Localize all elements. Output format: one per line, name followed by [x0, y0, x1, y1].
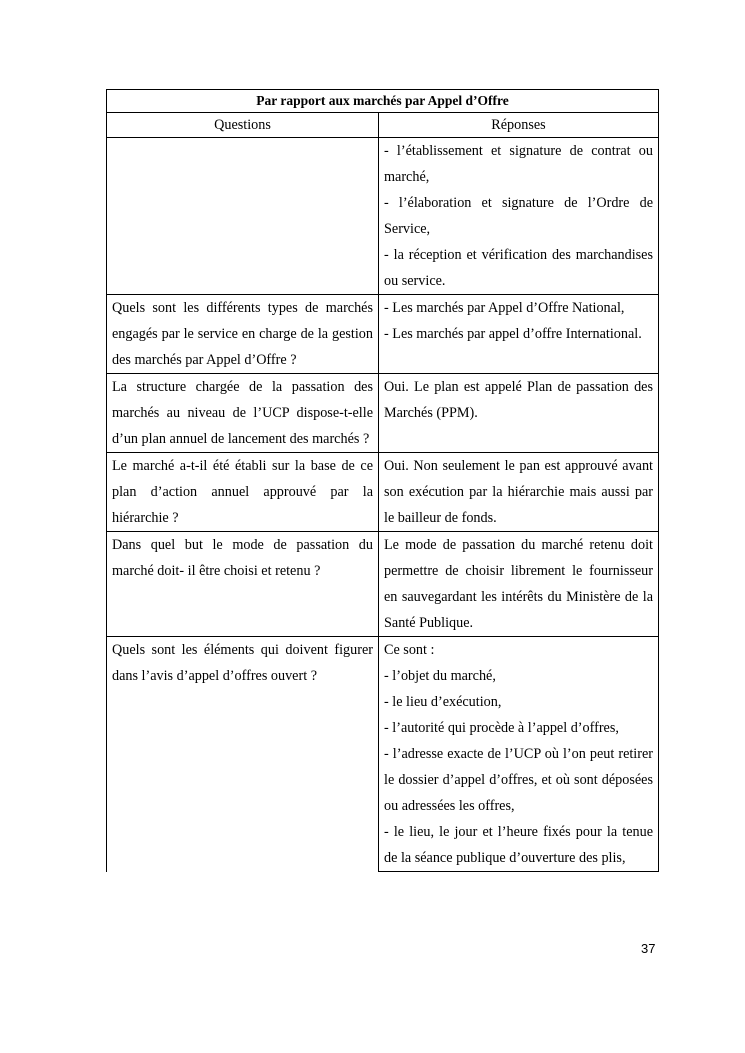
table-row — [107, 453, 659, 532]
answer-cell — [379, 532, 659, 637]
answer-line: Oui. Le plan est appelé Plan de passation des Marchés (PPM). — [384, 379, 653, 421]
answer-line: - le lieu, le jour et l’heure fixés pour la tenue de la séance publique d’ouverture des plis, — [384, 824, 653, 866]
table-row — [107, 295, 659, 374]
answer-cell — [379, 637, 659, 872]
column-header-reponses: Réponses — [379, 113, 659, 138]
question-cell: Dans quel but le mode de passation du marché doit- il être choisi et retenu ? — [107, 532, 379, 637]
question-cell: Le marché a-t-il été établi sur la base de ce plan d’action annuel approuvé par la hiérarchie ? — [107, 453, 379, 532]
table-row — [107, 532, 659, 637]
answer-line: - Les marchés par Appel d’Offre National, — [384, 300, 625, 316]
answer-cell — [379, 374, 659, 453]
answer-line: - l’établissement et signature de contrat ou marché, — [384, 143, 653, 185]
answer-line: - la réception et vérification des marchandises ou service. — [384, 247, 653, 289]
table-row — [107, 637, 659, 872]
answer-line: - Les marchés par appel d’offre International. — [384, 326, 642, 342]
answer-line: Le mode de passation du marché retenu doit permettre de choisir librement le fournisseur en sauvegardant les intérêts du Ministère de la Santé Publique. — [384, 537, 653, 631]
table-title: Par rapport aux marchés par Appel d’Offre — [107, 90, 659, 113]
question-cell: Quels sont les éléments qui doivent figurer dans l’avis d’appel d’offres ouvert ? — [107, 637, 379, 872]
answer-cell — [379, 295, 659, 374]
table-row — [107, 374, 659, 453]
answer-line: - l’objet du marché, — [384, 668, 496, 684]
page-number: 37 — [641, 941, 656, 956]
answer-line: Oui. Non seulement le pan est approuvé avant son exécution par la hiérarchie mais aussi par le bailleur de fonds. — [384, 458, 653, 526]
answer-cell — [379, 138, 659, 295]
question-cell: La structure chargée de la passation des marchés au niveau de l’UCP dispose-t-elle d’un plan annuel de lancement des marchés ? — [107, 374, 379, 453]
qa-table — [106, 89, 659, 872]
answer-cell — [379, 453, 659, 532]
question-cell: Quels sont les différents types de marchés engagés par le service en charge de la gestion des marchés par Appel d’Offre ? — [107, 295, 379, 374]
answer-line: - le lieu d’exécution, — [384, 694, 502, 710]
table-row — [107, 138, 659, 295]
answer-line: - l’autorité qui procède à l’appel d’offres, — [384, 720, 619, 736]
answer-line: - l’élaboration et signature de l’Ordre de Service, — [384, 195, 653, 237]
answer-line: Ce sont : — [384, 642, 435, 658]
column-header-questions: Questions — [107, 113, 379, 138]
question-cell — [107, 138, 379, 295]
answer-line: - l’adresse exacte de l’UCP où l’on peut retirer le dossier d’appel d’offres, et où sont déposées ou adressées les offres, — [384, 746, 653, 814]
